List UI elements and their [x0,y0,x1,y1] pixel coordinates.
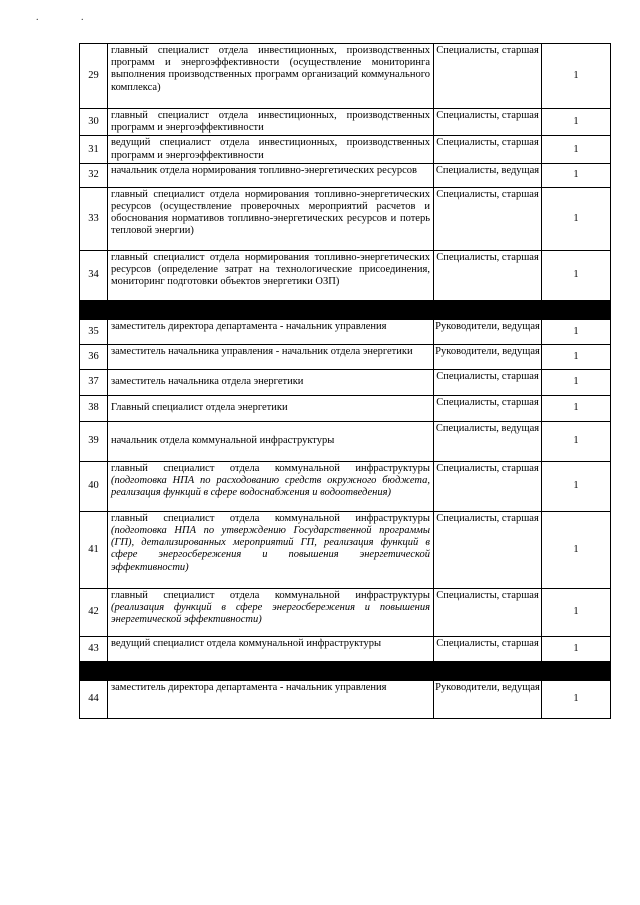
position-category: Руководители, ведущая [434,319,542,344]
position-category: Специалисты, старшая [434,44,542,109]
table-row [80,511,611,588]
table-row [80,369,611,395]
position-category: Специалисты, старшая [434,588,542,636]
row-number: 29 [80,44,108,109]
row-number: 41 [80,511,108,588]
position-title-main: главный специалист отдела коммунальной инфраструктуры [111,589,430,601]
row-number: 34 [80,250,108,300]
position-title: Главный специалист отдела энергетики [108,395,434,421]
section-divider [80,661,611,680]
position-title [108,461,434,511]
row-number: 42 [80,588,108,636]
position-title [108,511,434,588]
position-category: Специалисты, старшая [434,109,542,136]
row-number: 31 [80,136,108,163]
position-title: заместитель начальника отдела энергетики [108,369,434,395]
position-count: 1 [542,636,611,661]
table-row [80,588,611,636]
row-number: 43 [80,636,108,661]
position-title: ведущий специалист отдела коммунальной инфраструктуры [108,636,434,661]
position-title: заместитель директора департамента - начальник управления [108,680,434,718]
positions-table [79,43,611,719]
section-divider-bar [80,661,611,680]
position-category: Специалисты, ведущая [434,163,542,187]
position-count: 1 [542,680,611,718]
row-number: 30 [80,109,108,136]
table-row [80,395,611,421]
table-row [80,187,611,250]
position-count: 1 [542,136,611,163]
position-count: 1 [542,187,611,250]
position-count: 1 [542,511,611,588]
position-title: ведущий специалист отдела инвестиционных, производственных программ и энергоэффективности [108,136,434,163]
position-category: Специалисты, старшая [434,369,542,395]
position-count: 1 [542,109,611,136]
row-number: 36 [80,344,108,369]
row-number: 37 [80,369,108,395]
table-row [80,319,611,344]
table-row [80,136,611,163]
position-count: 1 [542,344,611,369]
position-title: главный специалист отдела инвестиционных, производственных программ и энергоэффективности [108,109,434,136]
position-title-note: (подготовка НПА по расходованию средств окружного бюджета, реализация функций в сфере водоснабжения и водоотведения) [111,475,430,499]
position-title [108,588,434,636]
table-row [80,461,611,511]
row-number: 33 [80,187,108,250]
position-count: 1 [542,319,611,344]
row-number: 39 [80,421,108,461]
section-divider-bar [80,300,611,319]
position-title: главный специалист отдела нормирования топливно-энергетических ресурсов (определение затрат на технологические присоединения, мониторинг подготовки объектов энергетики ОЗП) [108,250,434,300]
position-count: 1 [542,461,611,511]
row-number: 38 [80,395,108,421]
position-title-main: главный специалист отдела коммунальной инфраструктуры [111,512,430,524]
row-number: 40 [80,461,108,511]
position-title: главный специалист отдела инвестиционных, производственных программ и энергоэффективности (осуществление мониторинга выполнения производственных программ организаций коммунального комплекса) [108,44,434,109]
position-title-note: (подготовка НПА по утверждению Государственной программы (ГП), детализированных мероприятий ГП, реализация функций в сфере энергосбережения и повышения энергетической эффективности) [111,525,430,573]
position-category: Специалисты, старшая [434,136,542,163]
position-category: Специалисты, старшая [434,461,542,511]
table-row [80,109,611,136]
position-count: 1 [542,588,611,636]
position-category: Специалисты, старшая [434,511,542,588]
position-category: Руководители, ведущая [434,344,542,369]
position-title: главный специалист отдела нормирования топливно-энергетических ресурсов (осуществление проверочных мероприятий расчетов и обоснования нормативов топливно-энергетических ресурсов и потерь тепловой энергии) [108,187,434,250]
section-divider [80,300,611,319]
position-category: Специалисты, старшая [434,636,542,661]
scan-artifact-dots: . . [36,12,104,23]
position-count: 1 [542,395,611,421]
position-count: 1 [542,250,611,300]
position-title-note: (реализация функций в сфере энергосбережения и повышения энергетической эффективности) [111,602,430,626]
table-row [80,680,611,718]
position-title: заместитель начальника управления - начальник отдела энергетики [108,344,434,369]
position-category: Руководители, ведущая [434,680,542,718]
position-title-main: главный специалист отдела коммунальной инфраструктуры [111,462,430,474]
position-title: заместитель директора департамента - начальник управления [108,319,434,344]
position-category: Специалисты, старшая [434,187,542,250]
position-category: Специалисты, ведущая [434,421,542,461]
position-count: 1 [542,44,611,109]
position-count: 1 [542,163,611,187]
position-count: 1 [542,421,611,461]
table-row [80,421,611,461]
table-row [80,636,611,661]
table-row [80,163,611,187]
row-number: 35 [80,319,108,344]
table-row [80,250,611,300]
table-row [80,44,611,109]
position-title: начальник отдела коммунальной инфраструктуры [108,421,434,461]
position-category: Специалисты, старшая [434,250,542,300]
position-category: Специалисты, старшая [434,395,542,421]
position-title: начальник отдела нормирования топливно-энергетических ресурсов [108,163,434,187]
row-number: 32 [80,163,108,187]
table-row [80,344,611,369]
row-number: 44 [80,680,108,718]
position-count: 1 [542,369,611,395]
